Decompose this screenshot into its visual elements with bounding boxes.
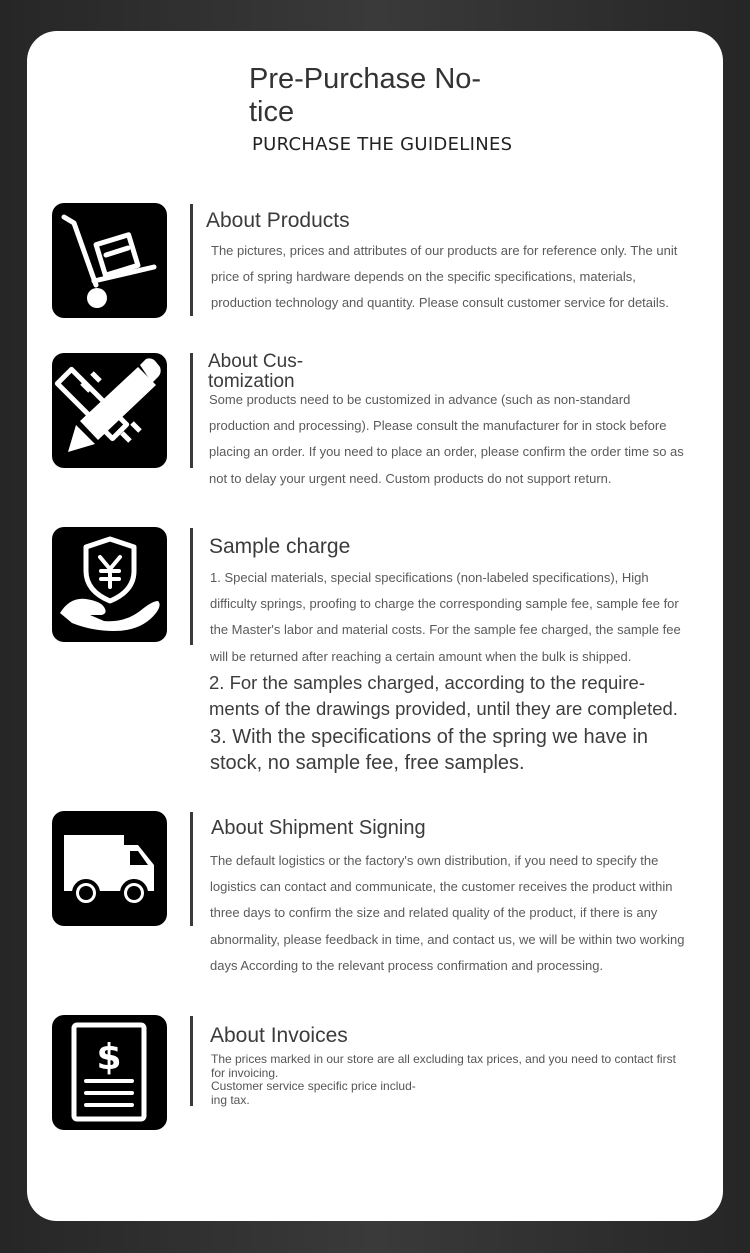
section-title-invoices: About Invoices [210, 1024, 348, 1047]
section-title-shipment: About Shipment Signing [211, 817, 426, 839]
section-body-sample-2: 2. For the samples charged, according to the require-ments of the drawings provided, until they are completed. [209, 672, 678, 719]
section-body-sample-3: 3. With the specifications of the spring we have in stock, no sample fee, free samples. [210, 726, 649, 774]
pencil-ruler-icon [52, 353, 167, 468]
section-body-invoices: The prices marked in our store are all excluding tax prices, and you need to contact first for invoicing. [211, 1052, 676, 1080]
section-body-products: The pictures, prices and attributes of our products are for reference only. The unit price of spring hardware depends on the specific specifications, materials, production technology and quantity. Please consult customer service for details. [211, 243, 678, 311]
section-divider [190, 204, 193, 316]
section-body-sample: 1. Special materials, special specifications (non-labeled specifications), High difficulty springs, proofing to charge the corresponding sample fee, sample fee for the Master's labor and material costs. For the sample fee charged, the sample fee will be returned after reaching a certain amount when the bulk is shipped. [210, 570, 681, 664]
dollar-invoice-icon [52, 1015, 167, 1130]
svg-text:$: $ [96, 1037, 122, 1078]
page-title: Pre-Purchase No-tice [249, 63, 482, 128]
hand-truck-icon [52, 203, 167, 318]
section-divider [190, 528, 193, 645]
section-title-customization: About Cus-tomization [208, 351, 304, 392]
section-body-shipment: The default logistics or the factory's own distribution, if you need to specify the logistics can contact and communicate, the customer receives the product within three days to confirm the size and related quality of the product, if there is any abnormality, please feedback in time, and contact us, we will be within two working days According to the relevant process confirmation and processing. [210, 853, 685, 973]
section-divider [190, 353, 193, 468]
delivery-truck-icon [52, 811, 167, 926]
yen-shield-hand-icon [52, 527, 167, 642]
section-title-products: About Products [206, 209, 350, 232]
page-subtitle: PURCHASE THE GUIDELINES [252, 134, 513, 155]
section-body-customization: Some products need to be customized in advance (such as non-standard production and processing). Please consult the manufacturer for in stock before placing an order. If you need to place an order, please confirm the order time so as not to delay your urgent need. Custom products do not support return. [209, 392, 684, 486]
section-divider [190, 1016, 193, 1106]
section-title-sample: Sample charge [209, 535, 351, 558]
section-divider [190, 812, 193, 926]
section-body-invoices-2: Customer service specific price includ-ing tax. [211, 1079, 416, 1107]
